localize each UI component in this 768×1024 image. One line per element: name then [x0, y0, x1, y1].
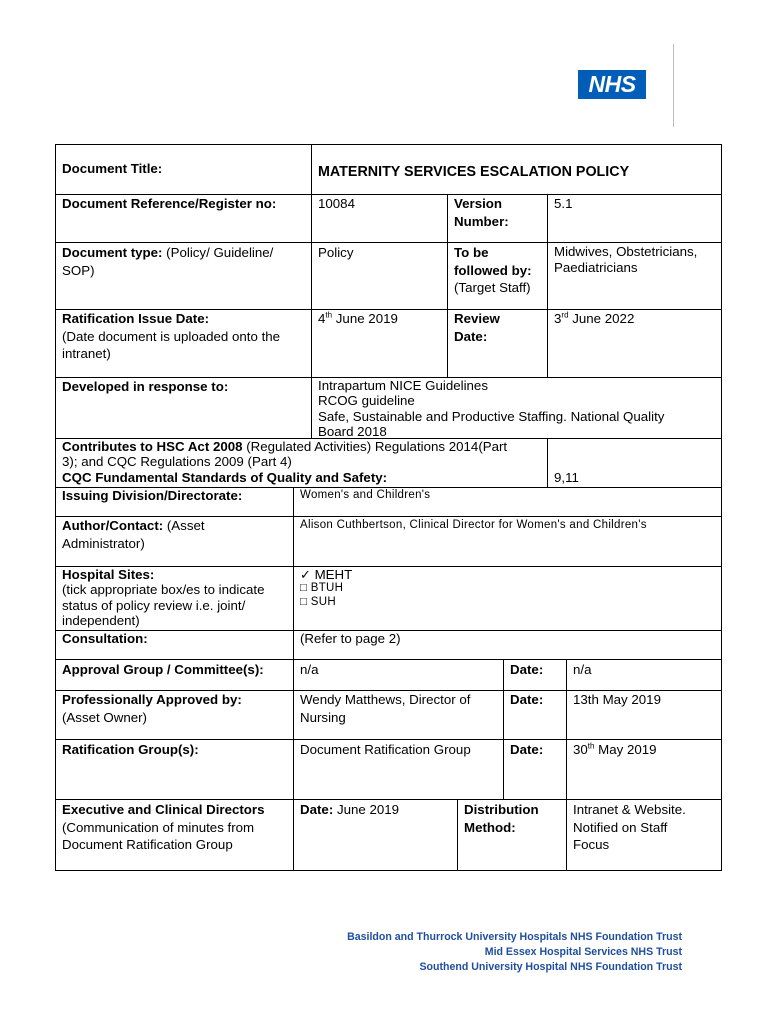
developed-values: [312, 376, 721, 442]
document-title-value: MATERNITY SERVICES ESCALATION POLICY: [318, 164, 630, 180]
check-icon: ✓: [300, 567, 311, 582]
ratification-group-value: Document Ratification Group: [300, 742, 471, 757]
cqc-value: 9,11: [554, 470, 579, 485]
review-date-label: Review Date:: [454, 311, 500, 344]
developed-item: Intrapartum NICE Guidelines: [318, 378, 488, 393]
prof-date-label: Date:: [510, 692, 544, 707]
footer-trust-basildon: Basildon and Thurrock University Hospitals NHS Foundation Trust: [347, 931, 682, 943]
author-label: Author/Contact: (Asset Administrator): [62, 518, 205, 551]
footer-trust-mid-essex: Mid Essex Hospital Services NHS Trust: [484, 946, 682, 958]
consultation-value: (Refer to page 2): [300, 631, 401, 646]
approval-date-value: n/a: [573, 662, 592, 677]
distribution-method-label: Distribution Method:: [464, 802, 539, 835]
site-item: □ SUH: [300, 595, 336, 608]
author-value: Alison Cuthbertson, Clinical Director for Women's and Children's: [300, 519, 647, 531]
consultation-label: Consultation:: [62, 631, 148, 646]
professionally-approved-value: Wendy Matthews, Director of Nursing: [300, 692, 471, 725]
review-date-value: 3rd June 2022: [554, 310, 635, 326]
document-type-label: Document type: (Policy/ Guideline/ SOP): [62, 245, 274, 278]
followed-by-label: To be followed by: (Target Staff): [454, 245, 532, 296]
checkbox-icon: □: [300, 595, 308, 608]
site-item: □ BTUH: [300, 582, 344, 595]
approval-group-label: Approval Group / Committee(s):: [62, 662, 264, 677]
exec-date: Date: June 2019: [300, 802, 400, 817]
document-type-value: Policy: [318, 245, 354, 260]
version-label: Version Number:: [454, 196, 509, 229]
issuing-division-label: Issuing Division/Directorate:: [62, 488, 243, 503]
ratgroup-date-label: Date:: [510, 742, 544, 757]
developed-item: Safe, Sustainable and Productive Staffing. National Quality: [318, 408, 665, 424]
approval-date-label: Date:: [510, 662, 544, 677]
footer-trust-southend: Southend University Hospital NHS Foundation Trust: [419, 961, 682, 973]
header-divider: [673, 44, 674, 127]
hospital-sites-list: [294, 565, 721, 611]
version-value: 5.1: [554, 196, 573, 211]
developed-label: Developed in response to:: [62, 379, 229, 394]
checkbox-icon: □: [300, 582, 308, 595]
executive-directors-label: Executive and Clinical Directors (Communication of minutes from Document Ratification Group: [62, 802, 265, 853]
prof-date-value: 13th May 2019: [573, 692, 661, 707]
reference-label: Document Reference/Register no:: [62, 196, 277, 211]
professionally-approved-label: Professionally Approved by: (Asset Owner): [62, 692, 242, 725]
developed-item: Board 2018: [318, 424, 387, 440]
approval-group-value: n/a: [300, 662, 319, 677]
ratification-group-label: Ratification Group(s):: [62, 742, 199, 757]
document-title-label: Document Title:: [62, 161, 163, 176]
nhs-logo: NHS: [578, 70, 646, 99]
ratification-issue-date: 4th June 2019: [318, 310, 398, 326]
hospital-sites-label: Hospital Sites: (tick appropriate box/es to indicate status of policy review i.e. joint/ independent): [62, 567, 265, 629]
issuing-division-value: Women's and Children's: [300, 489, 431, 501]
hsc-cqc-label: Contributes to HSC Act 2008 (Regulated Activities) Regulations 2014(Part 3); and CQC Regulations 2009 (Part 4) CQC Fundamental Standards of Quality and Safety:: [62, 439, 508, 485]
distribution-method-value: Intranet & Website. Notified on Staff Focus: [573, 802, 686, 853]
reference-value: 10084: [318, 196, 355, 211]
ratification-issue-label: Ratification Issue Date: (Date document is uploaded onto the intranet): [62, 311, 281, 362]
followed-by-value: Midwives, Obstetricians, Paediatricians: [554, 244, 698, 275]
ratgroup-date-value: 30th May 2019: [573, 741, 657, 757]
site-item: ✓ MEHT: [300, 567, 353, 582]
developed-item: RCOG guideline: [318, 393, 415, 409]
